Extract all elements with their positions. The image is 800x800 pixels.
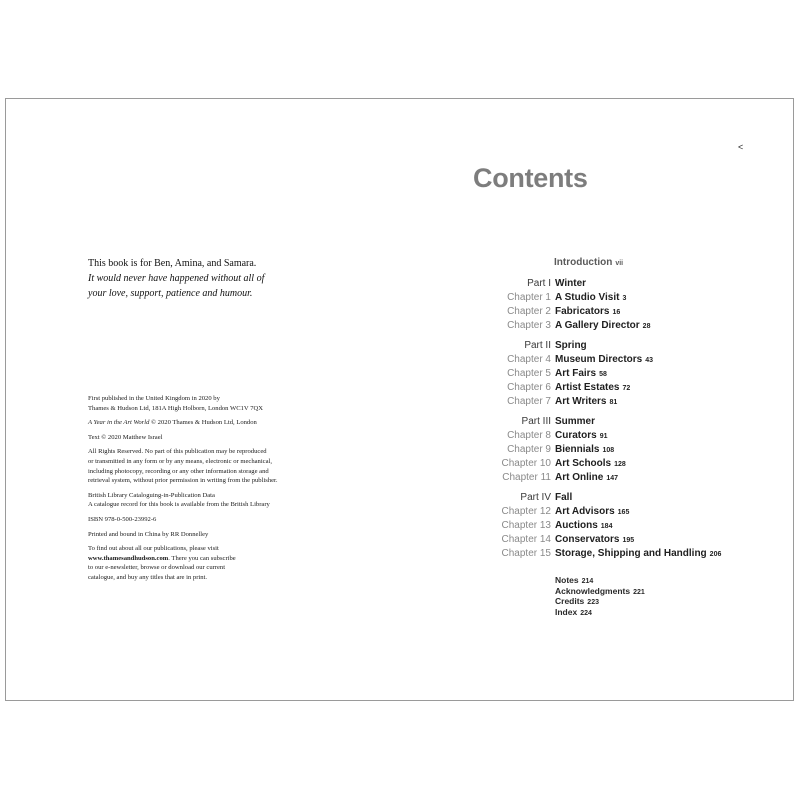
toc-number-label: Chapter 8 (507, 430, 551, 441)
contents-title: Contents (473, 163, 588, 193)
imprint-rights-line-2: or transmitted in any form or by any means, electronic or mechanical, (88, 457, 273, 465)
imprint-publisher-line-1: First published in the United Kingdom in 2020 by (88, 395, 220, 402)
toc-entry-page: 108 (602, 447, 615, 454)
toc-number-label: Chapter 10 (501, 458, 551, 469)
toc-entry-title: Biennials (555, 444, 600, 455)
toc-entry-page: 147 (606, 475, 619, 482)
imprint-publisher-line-2: Thames & Hudson Ltd, 181A High Holborn, London WC1V 7QX (88, 404, 264, 412)
toc-entry-title: Art Online (555, 472, 604, 483)
toc-entry-page: 28 (642, 323, 651, 330)
toc-entry-page: 195 (622, 537, 635, 544)
toc-chapter-entry (555, 291, 626, 305)
toc-chapter-entry (555, 505, 629, 519)
toc-chapter-entry (555, 367, 607, 381)
dedication-line-2: It would never have happened without all of (88, 273, 265, 284)
toc-entry-title: Spring (555, 340, 587, 351)
toc-chapter-entry (555, 353, 653, 367)
toc-entry-title: Fall (555, 492, 573, 503)
toc-entry-page: 72 (622, 385, 631, 392)
toc-number-label: Part II (524, 340, 551, 351)
toc-chapter-entry (555, 305, 620, 319)
imprint-book-copyright-rest: © 2020 Thames & Hudson Ltd, London (149, 419, 257, 427)
toc-entry-title: Museum Directors (555, 354, 643, 365)
toc-entry-title: Fabricators (555, 306, 610, 317)
toc-back-matter-title: Notes (555, 575, 579, 585)
toc-entry-title: Storage, Shipping and Handling (555, 548, 707, 559)
toc-number-label: Chapter 11 (502, 472, 551, 483)
imprint-rights-line-3: including photocopy, recording or any other information storage and (88, 467, 269, 475)
toc-back-matter-entry (555, 607, 592, 620)
toc-back-matter-title: Index (555, 606, 578, 617)
toc-number-label: Chapter 6 (507, 382, 551, 393)
imprint-website-line-1: To find out about all our publications, please visit (88, 545, 219, 553)
toc-back-matter-page: 224 (580, 609, 592, 617)
imprint-cataloguing-line-2: A catalogue record for this book is available from the British Library (88, 501, 270, 509)
imprint-isbn: ISBN 978-0-500-23992-6 (88, 515, 157, 523)
toc-entry-title: Art Schools (555, 458, 612, 469)
toc-number-label: Chapter 7 (507, 396, 551, 407)
toc-number-label: Part III (521, 416, 551, 427)
toc-chapter-entry (555, 381, 630, 395)
toc-back-matter-title: Credits (555, 596, 585, 606)
toc-part-entry (555, 277, 586, 290)
toc-entry-page: 43 (645, 357, 654, 364)
imprint-printer: Printed and bound in China by RR Donnelley (88, 530, 209, 538)
toc-entry-page: 128 (614, 461, 626, 468)
toc-entry-title: Auctions (555, 520, 598, 531)
toc-introduction-title: Introduction (554, 257, 613, 268)
imprint-book-title: A Year in the Art World (88, 419, 150, 427)
imprint-rights (88, 447, 358, 485)
toc-entry-title: Art Fairs (555, 368, 597, 379)
imprint-cataloguing-line-1: British Library Cataloguing-in-Publication Data (88, 491, 215, 499)
toc-chapter-entry (555, 547, 721, 561)
imprint-cataloguing (88, 491, 358, 510)
toc-number-label: Chapter 9 (507, 444, 551, 455)
toc-entry-title: A Gallery Director (555, 320, 640, 331)
toc-chapter-entry (555, 519, 612, 533)
toc-number-label: Chapter 1 (507, 292, 551, 303)
toc-number-label: Part I (527, 278, 551, 289)
toc-part-entry (555, 415, 595, 428)
copyright-imprint (88, 394, 358, 588)
corner-mark: < (738, 142, 744, 152)
toc-entry-page: 91 (599, 433, 608, 440)
toc-number-label: Chapter 13 (501, 520, 551, 531)
toc-chapter-entry (555, 533, 634, 547)
imprint-rights-line-1: All Rights Reserved. No part of this publication may be reproduced (88, 448, 267, 456)
toc-chapter-entry (555, 471, 618, 485)
toc-entry-title: Art Advisors (555, 506, 615, 517)
imprint-publisher (88, 394, 358, 413)
toc-entry-title: Art Writers (555, 396, 607, 407)
toc-back-matter-page: 214 (581, 578, 594, 585)
toc-number-label: Chapter 15 (501, 548, 551, 559)
toc-entry-title: Summer (555, 416, 596, 427)
toc-entry-page: 165 (617, 509, 630, 516)
toc-entry-title: Curators (555, 430, 597, 441)
toc-chapter-entry (555, 395, 617, 409)
toc-number-label: Chapter 12 (501, 506, 551, 517)
toc-number-label: Chapter 2 (507, 306, 551, 317)
toc-entry-page: 58 (599, 371, 607, 378)
toc-back-matter-title: Acknowledgments (555, 585, 631, 596)
toc-entry-title: Winter (555, 278, 587, 289)
imprint-book-copyright (88, 418, 358, 428)
toc-entry-title: Artist Estates (555, 382, 620, 393)
dedication (88, 256, 264, 301)
toc-part-entry (555, 491, 572, 504)
dedication-line-1: This book is for Ben, Amina, and Samara. (88, 258, 257, 269)
imprint-website-line-3: to our e-newsletter, browse or download our current (88, 564, 226, 572)
toc-entry-page: 81 (609, 399, 618, 406)
publisher-website-link[interactable]: www.thamesandhudson.com (88, 554, 169, 562)
toc-entry-page: 3 (622, 295, 627, 302)
toc-number-label: Part IV (520, 492, 551, 503)
toc-chapter-entry (555, 429, 607, 443)
toc-introduction-page: vii (615, 260, 624, 267)
toc-number-label: Chapter 3 (507, 320, 551, 331)
toc-introduction (554, 257, 623, 268)
toc-chapter-entry (555, 457, 626, 471)
imprint-rights-line-4: retrieval system, without prior permission in writing from the publisher. (88, 477, 278, 485)
toc-entry-page: 16 (612, 309, 621, 316)
toc-number-label: Chapter 4 (507, 354, 551, 365)
imprint-website-line-2-rest: . There you can subscribe (168, 554, 236, 562)
toc-entry-title: Conservators (555, 534, 620, 545)
imprint-text-copyright: Text © 2020 Matthew Israel (88, 433, 163, 441)
toc-back-matter-page: 223 (587, 599, 599, 606)
imprint-website (88, 544, 358, 582)
toc-chapter-entry (555, 443, 614, 457)
toc-number-label: Chapter 14 (501, 534, 551, 545)
toc-chapter-entry (555, 319, 650, 333)
toc-number-label: Chapter 5 (507, 368, 551, 379)
toc-entry-page: 206 (709, 551, 722, 558)
toc-part-entry (555, 339, 587, 352)
toc-entry-title: A Studio Visit (555, 292, 620, 303)
imprint-website-line-4: catalogue, and buy any titles that are in print. (88, 573, 208, 581)
toc-back-matter-page: 221 (633, 588, 645, 596)
dedication-line-3: your love, support, patience and humour. (88, 288, 253, 299)
toc-entry-page: 184 (600, 523, 613, 530)
